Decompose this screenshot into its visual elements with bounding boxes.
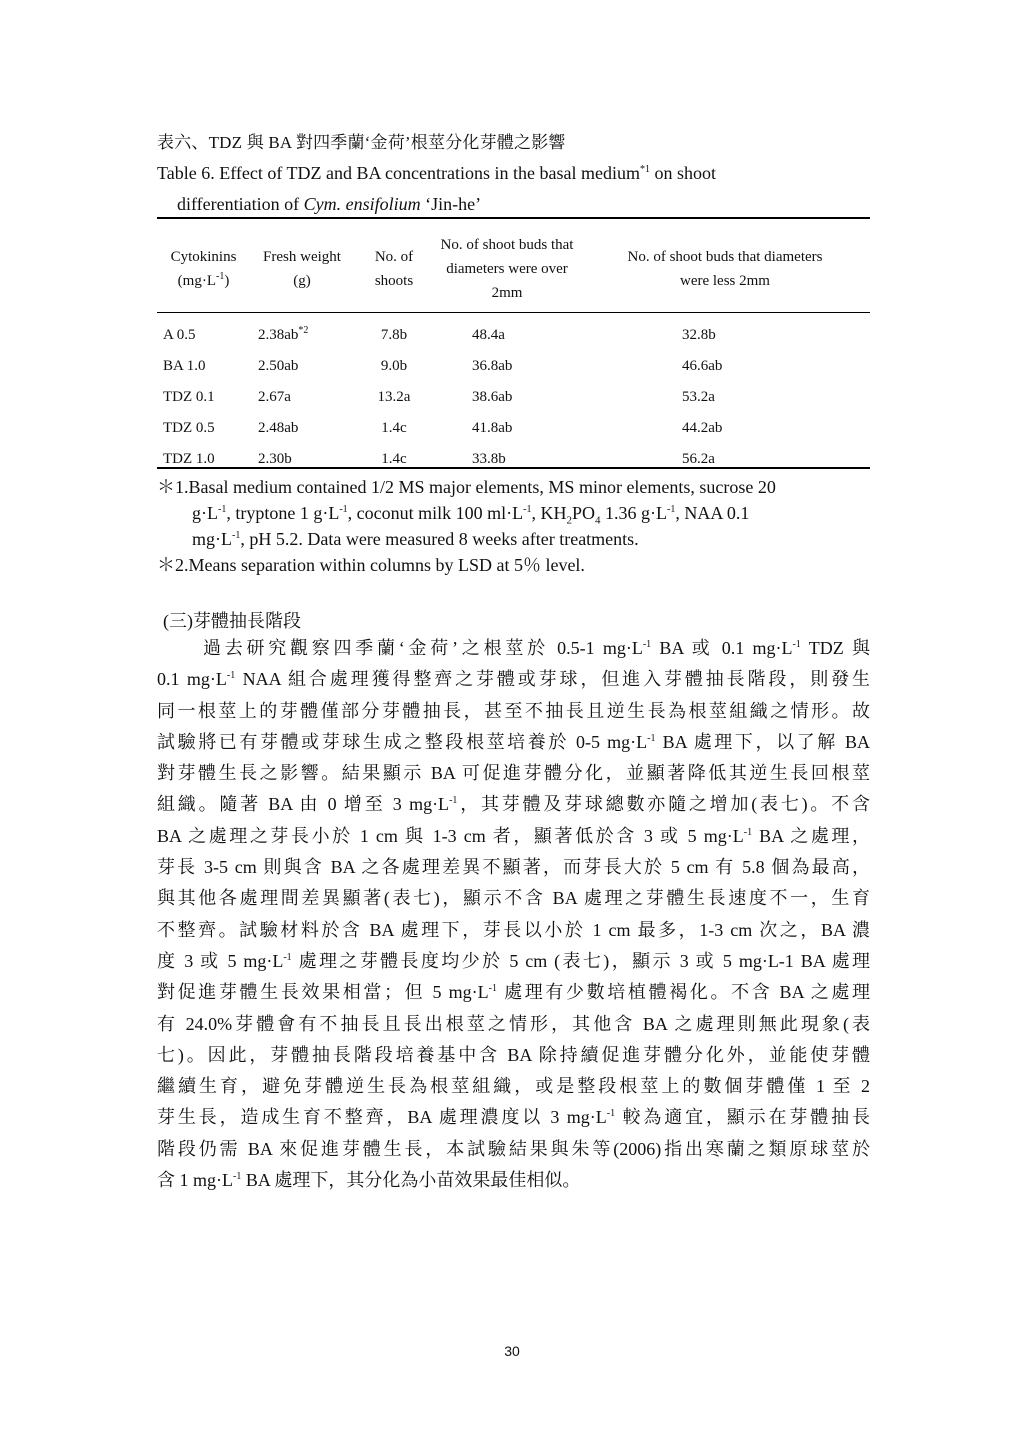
caption-text: ‘Jin-he’ (420, 194, 482, 214)
paragraph-line: 過去研究觀察四季蘭‘金荷’之根莖於 0.5-1 $mg\cdot L^{-1}$ BA 或 0.1 $mg\cdot L^{-1}$ TDZ 與 (203, 638, 870, 658)
cell-buds-over: 48.4a (472, 327, 505, 343)
paragraph-line: 階段仍需 BA 來促進芽體生長，本試驗結果與朱等(2006)指出寒蘭之類原球莖於 (157, 1138, 870, 1159)
cell-buds-less: 46.6ab (682, 358, 723, 374)
cell-shoots: 1.4c (381, 420, 407, 436)
table-top-rule (157, 217, 870, 219)
caption-footnote-marker: *1 (639, 164, 650, 175)
species-name: Cym. ensifolium (303, 194, 421, 214)
body-paragraph (157, 633, 870, 1196)
section-heading: (三)芽體抽長階段 (163, 611, 301, 631)
paragraph-line: 度 3 或 5 $mg\cdot L^{-1}$ 處理之芽體長度均少於 5 cm (表七)，顯示 3 或 5 mg·L-1 BA 處理 (157, 950, 870, 971)
data-table (157, 225, 870, 475)
paragraph-line: 與其他各處理間差異顯著(表七)，顯示不含 BA 處理之芽體生長速度不一，生育 (157, 888, 870, 909)
paragraph-line: 繼續生育，避免芽體逆生長為根莖組織，或是整段根莖上的數個芽體僅 1 至 2 (157, 1076, 870, 1097)
cell-shoots: 1.4c (381, 451, 407, 467)
header-fresh-weight: Fresh weight (g) (263, 248, 341, 289)
cell-cytokinin: A 0.5 (163, 327, 196, 343)
cell-shoots: 9.0b (380, 358, 408, 374)
header-cytokinins: Cytokinins $(mg\cdot L^{-1})$ (170, 248, 237, 289)
cell-fresh-weight: 2.67a (258, 389, 291, 405)
paragraph-line: 有 24.0%芽體會有不抽長且長出根莖之情形，其他含 BA 之處理則無此現象(表 (157, 1013, 870, 1034)
caption-text: Table 6. Effect of TDZ and BA concentrations in the basal medium (157, 163, 640, 183)
header-buds-over-2mm: No. of shoot buds that diameters were over 2mm (440, 236, 574, 301)
paragraph-line: 含 1 $mg\cdot L^{-1}$ BA 處理下，其分化為小苗效果最佳相似。 (157, 1170, 581, 1191)
paragraph-line: 不整齊。試驗材料於含 BA 處理下，芽長以小於 1 cm 最多，1-3 cm 次之，BA 濃 (157, 919, 870, 940)
caption-text: on shoot (649, 163, 716, 183)
caption-text: differentiation of (177, 194, 304, 214)
cell-buds-less: 32.8b (682, 327, 716, 343)
cell-cytokinin: TDZ 0.1 (163, 389, 215, 405)
paragraph-line: 芽生長，造成生育不整齊，BA 處理濃度以 3 $mg\cdot L^{-1}$ 較為適宜，顯示在芽體抽長 (157, 1107, 870, 1128)
table-footnotes (157, 474, 870, 578)
footnote-2: ＊2.Means separation within columns by LSD at 5％ level. (157, 555, 585, 575)
cell-cytokinin: BA 1.0 (163, 358, 206, 374)
cell-buds-over: 36.8ab (472, 358, 513, 374)
paragraph-line: 七)。因此，芽體抽長階段培養基中含 BA 除持續促進芽體分化外，並能使芽體 (157, 1044, 870, 1065)
cell-cytokinin: TDZ 0.5 (163, 420, 215, 436)
footnote-1: ＊1.Basal medium contained 1/2 MS major elements, MS minor elements, sucrose 20 (157, 477, 776, 497)
cell-buds-less: 56.2a (682, 451, 715, 467)
paragraph-line: 對芽體生長之影響。結果顯示 BA 可促進芽體分化，並顯著降低其逆生長回根莖 (157, 763, 870, 784)
paragraph-line: BA 之處理之芽長小於 1 cm 與 1-3 cm 者，顯著低於含 3 或 5 $mg\cdot L^{-1}$ BA 之處理， (157, 825, 870, 846)
cell-fresh-weight: 2.50ab (258, 358, 299, 374)
cell-fresh-weight: 2.30b (258, 451, 292, 467)
table-caption-chinese: 表六、TDZ 與 BA 對四季蘭‘金荷’根莖分化芽體之影響 (157, 133, 566, 152)
table-caption-english (157, 158, 869, 220)
cell-shoots: 7.8b (380, 327, 408, 343)
header-buds-less-2mm: No. of shoot buds that diameters were less 2mm (627, 248, 823, 289)
paragraph-line: 對促進芽體生長效果相當；但 5 $mg\cdot L^{-1}$ 處理有少數培植體褐化。不含 BA 之處理 (157, 982, 870, 1003)
table-row (157, 382, 870, 413)
cell-fresh-weight: $2.38ab^{*2}$ (258, 325, 309, 343)
table-row (157, 444, 870, 475)
paragraph-line: 0.1 $mg\cdot L^{-1}$ NAA 組合處理獲得整齊之芽體或芽球，但進入芽體抽長階段，則發生 (157, 669, 870, 690)
paragraph-line: 同一根莖上的芽體僅部分芽體抽長，甚至不抽長且逆生長為根莖組織之情形。故 (157, 700, 870, 721)
paragraph-line: 試驗將已有芽體或芽球生成之整段根莖培養於 0-5 $mg\cdot L^{-1}$ BA 處理下，以了解 BA (157, 731, 870, 752)
footnote-1-continued: $g\cdot L^{-1}$, tryptone 1 $g\cdot L^{-1}$, coconut milk 100 $ml\cdot L^{-1}$, $KH_2PO_4$ 1.36 $g\cdot L^{-1}$, NAA 0.1 (192, 503, 750, 527)
cell-fresh-weight: 2.48ab (258, 420, 299, 436)
paragraph-line: 組織。隨著 BA 由 0 增至 3 $mg\cdot L^{-1}$，其芽體及芽球總數亦隨之增加(表七)。不含 (157, 794, 870, 815)
cell-buds-less: 53.2a (682, 389, 715, 405)
table-row (157, 320, 870, 351)
paragraph-line: 芽長 3-5 cm 則與含 BA 之各處理差異不顯著，而芽長大於 5 cm 有 5.8 個為最高， (157, 857, 870, 878)
footnote-1-end: $mg\cdot L^{-1}$, pH 5.2. Data were measured 8 weeks after treatments. (192, 529, 639, 549)
table-row (157, 351, 870, 382)
page-number: 30 (504, 1343, 520, 1359)
cell-buds-less: 44.2ab (682, 420, 723, 436)
cell-buds-over: 38.6ab (472, 389, 513, 405)
cell-shoots: 13.2a (377, 389, 411, 405)
cell-buds-over: 41.8ab (472, 420, 513, 436)
cell-buds-over: 33.8b (472, 451, 506, 467)
table-row (157, 413, 870, 444)
cell-cytokinin: TDZ 1.0 (163, 451, 215, 467)
header-no-of-shoots: No. of shoots (374, 248, 414, 289)
